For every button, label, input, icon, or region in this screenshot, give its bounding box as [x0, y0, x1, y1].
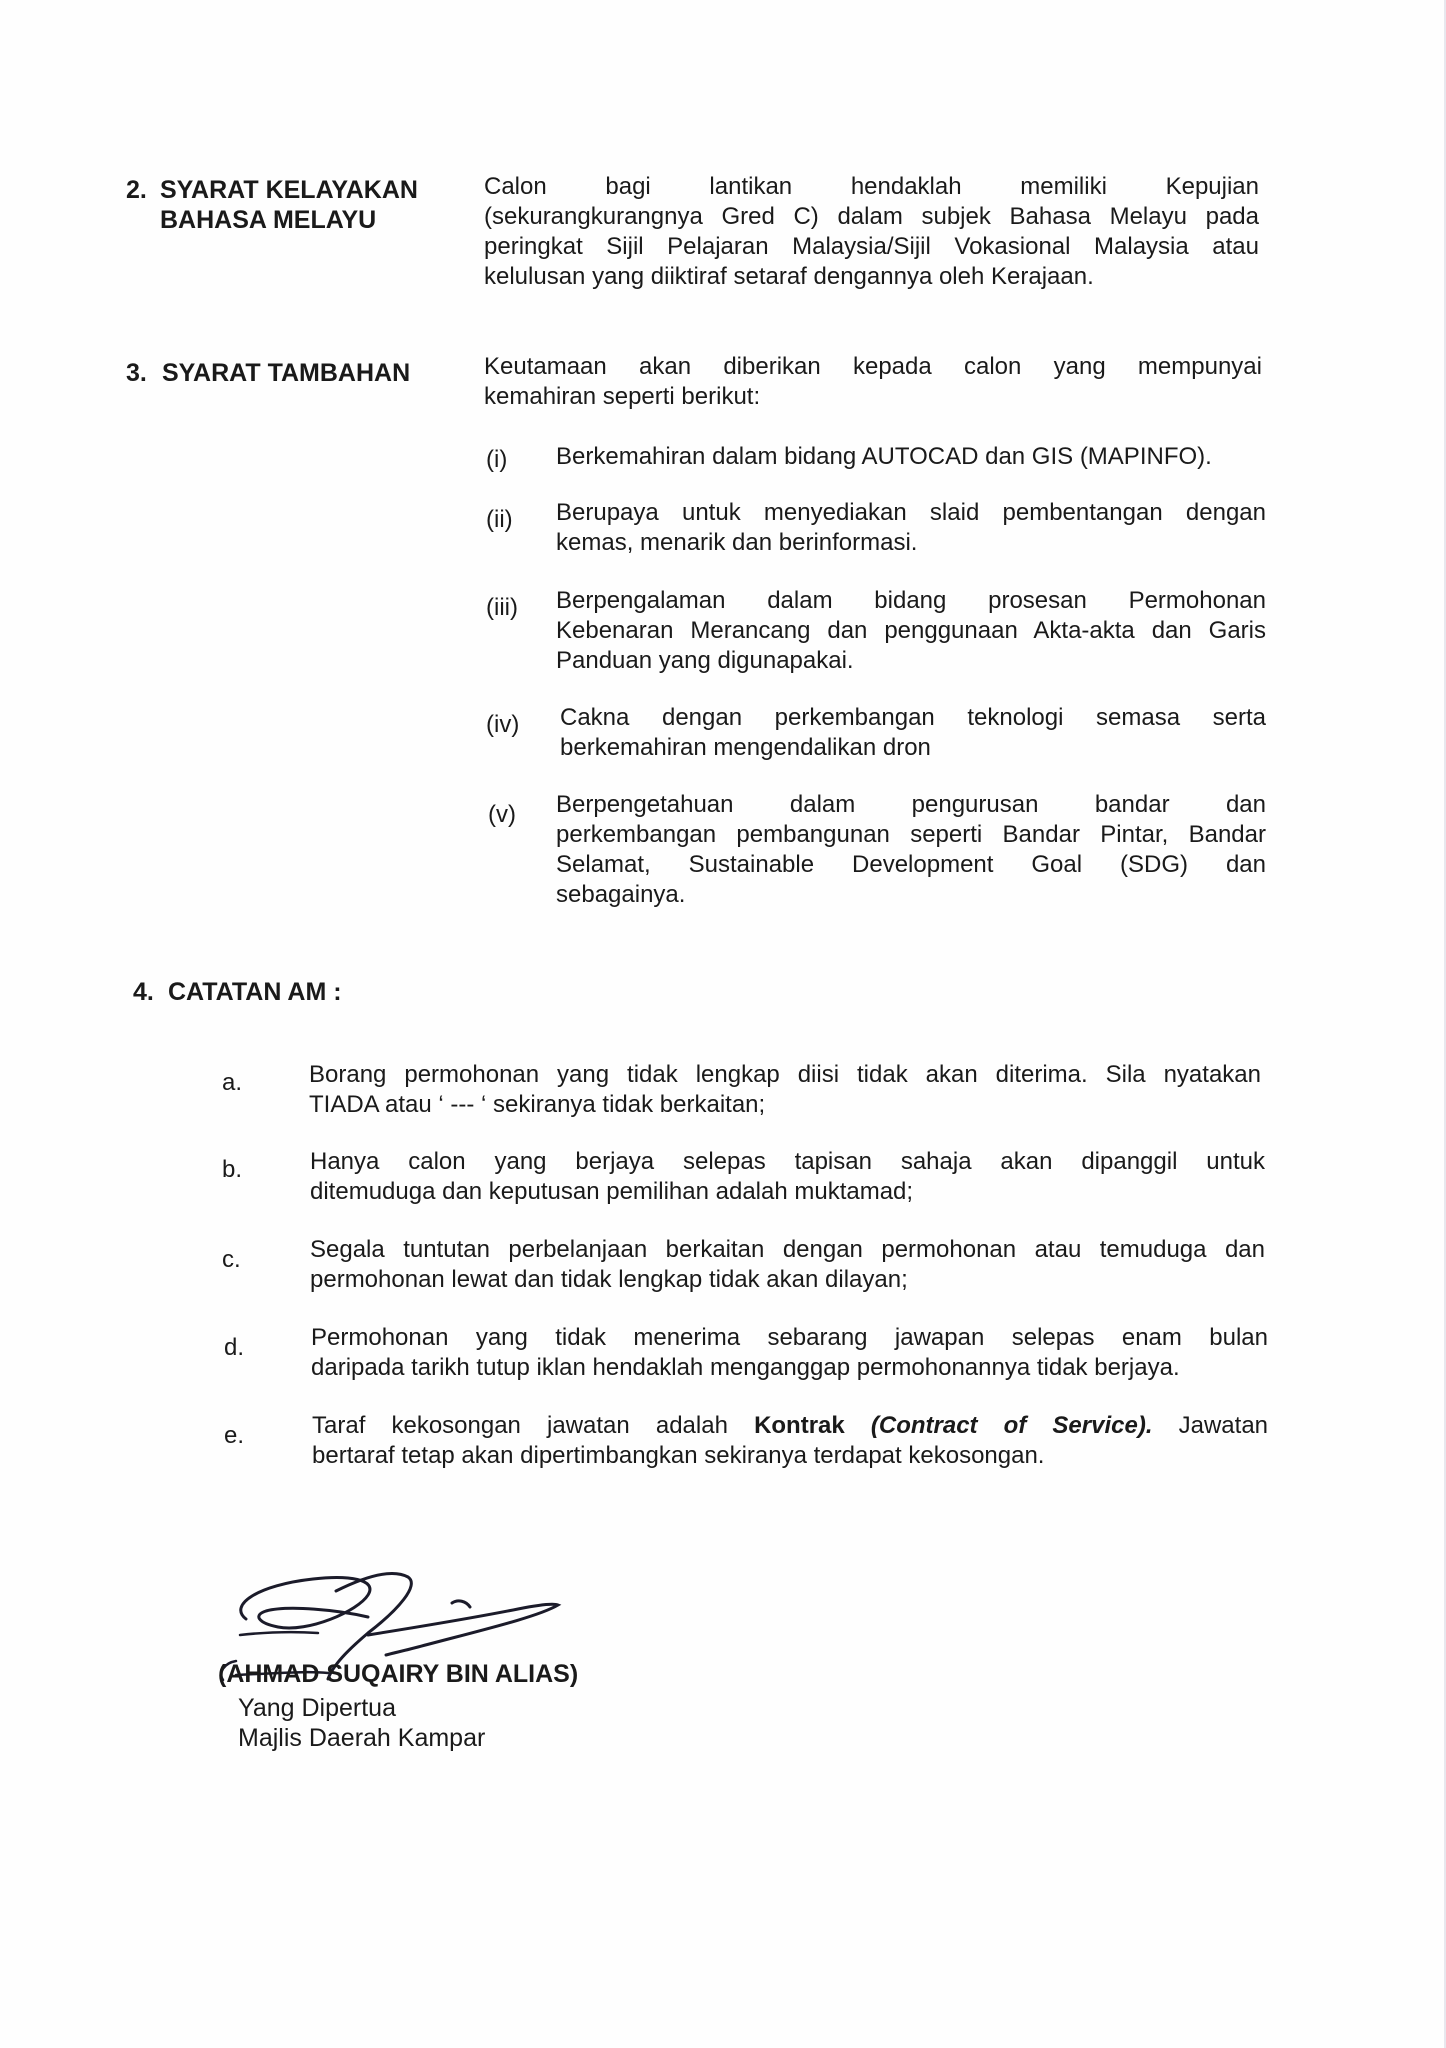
section2-line-1: Calon bagi lantikan hendaklah memiliki Kepujian: [484, 173, 1259, 200]
section3-item-iv-line-1: Cakna dengan perkembangan teknologi semasa serta: [560, 704, 1266, 731]
section3-item-iii-line-2: Kebenaran Merancang dan penggunaan Akta-akta dan Garis: [556, 617, 1266, 644]
section3-item-i-text: [556, 442, 1266, 472]
section3-item-ii-text: [556, 498, 1266, 558]
section4-item-c-line-1: Segala tuntutan perbelanjaan berkaitan dengan permohonan atau temuduga dan: [310, 1236, 1265, 1263]
section3-item-iv-text: [560, 703, 1266, 763]
section3-item-ii-line-2: kemas, menarik dan berinformasi.: [556, 529, 918, 556]
section4-item-d-text: [311, 1323, 1268, 1383]
section4-item-a-line-2: TIADA atau ‘ --- ‘ sekiranya tidak berkaitan;: [309, 1091, 766, 1118]
section4-item-e-contract-of-service: (Contract of Service).: [870, 1412, 1153, 1439]
section2-number: 2.: [126, 176, 147, 204]
section4-item-d-marker: d.: [224, 1334, 245, 1361]
section4-item-b-line-2: ditemuduga dan keputusan pemilihan adalah muktamad;: [310, 1178, 914, 1205]
section3-item-iii-line-3: Panduan yang digunapakai.: [556, 647, 854, 674]
section4-item-a-marker: a.: [222, 1069, 243, 1096]
section3-item-iii-text: [556, 586, 1266, 676]
section3-item-v-line-1: Berpengetahuan dalam pengurusan bandar dan: [556, 791, 1266, 818]
signatory-position: Yang Dipertua: [238, 1694, 396, 1722]
section2-title-line1: SYARAT KELAYAKAN: [160, 176, 418, 204]
section3-item-v-line-4: sebagainya.: [556, 881, 686, 908]
section4-item-e-marker: e.: [224, 1422, 245, 1449]
section4-item-c-marker: c.: [222, 1246, 241, 1273]
section4-item-d-line-1: Permohonan yang tidak menerima sebarang jawapan selepas enam bulan: [311, 1324, 1268, 1351]
section3-item-ii-marker: (ii): [486, 506, 513, 533]
section3-item-iv-line-2: berkemahiran mengendalikan dron: [560, 734, 931, 761]
section4-item-e-line-2: bertaraf tetap akan dipertimbangkan sekiranya terdapat kekosongan.: [312, 1442, 1045, 1469]
section4-item-e-contract: Kontrak: [754, 1412, 845, 1439]
section4-item-b-marker: b.: [222, 1156, 243, 1183]
section4-number: 4.: [133, 978, 154, 1006]
section3-number: 3.: [126, 359, 147, 387]
section3-item-iv-marker: (iv): [486, 711, 520, 738]
section4-item-e-after: Jawatan: [1152, 1412, 1269, 1439]
section4-item-e-text: [312, 1411, 1268, 1471]
section4-item-e-line-1: [312, 1411, 1268, 1441]
section2-line-3: peringkat Sijil Pelajaran Malaysia/Sijil Vokasional Malaysia atau: [484, 233, 1259, 260]
section3-item-i-marker: (i): [486, 446, 508, 473]
section4-item-d-line-2: daripada tarikh tutup iklan hendaklah menganggap permohonannya tidak berjaya.: [311, 1354, 1180, 1381]
section4-item-e-plain: Taraf kekosongan jawatan adalah: [312, 1412, 755, 1439]
section3-title: SYARAT TAMBAHAN: [162, 359, 411, 387]
section3-intro-line-2: kemahiran seperti berikut:: [484, 383, 761, 410]
section3-intro-line-1: Keutamaan akan diberikan kepada calon yang mempunyai: [484, 353, 1262, 380]
section4-item-c-line-2: permohonan lewat dan tidak lengkap tidak akan dilayan;: [310, 1266, 908, 1293]
section3-item-v-text: [556, 790, 1266, 910]
signatory-name: (AHMAD SUQAIRY BIN ALIAS): [218, 1660, 579, 1688]
signatory-organization: Majlis Daerah Kampar: [238, 1724, 486, 1752]
section2-line-2: (sekurangkurangnya Gred C) dalam subjek Bahasa Melayu pada: [484, 203, 1259, 230]
section4-item-b-text: [310, 1147, 1265, 1207]
section4-title: CATATAN AM :: [168, 978, 342, 1006]
section2-body: [484, 172, 1259, 292]
section4-item-b-line-1: Hanya calon yang berjaya selepas tapisan sahaja akan dipanggil untuk: [310, 1148, 1265, 1175]
section3-item-v-line-2: perkembangan pembangunan seperti Bandar Pintar, Bandar: [556, 821, 1266, 848]
section4-item-a-line-1: Borang permohonan yang tidak lengkap diisi tidak akan diterima. Sila nyatakan: [309, 1061, 1261, 1088]
section3-item-iii-marker: (iii): [486, 594, 518, 621]
section2-line-4: kelulusan yang diiktiraf setaraf dengannya oleh Kerajaan.: [484, 263, 1094, 290]
section3-item-iii-line-1: Berpengalaman dalam bidang prosesan Permohonan: [556, 587, 1266, 614]
section3-item-ii-line-1: Berupaya untuk menyediakan slaid pembentangan dengan: [556, 499, 1266, 526]
section3-intro: [484, 352, 1262, 412]
section4-item-a-text: [309, 1060, 1261, 1120]
section2-title-line2: BAHASA MELAYU: [160, 206, 377, 234]
section4-item-c-text: [310, 1235, 1265, 1295]
section3-item-v-line-3: Selamat, Sustainable Development Goal (SDG) dan: [556, 851, 1266, 878]
section3-item-v-marker: (v): [488, 801, 516, 828]
section3-item-i-line-1: Berkemahiran dalam bidang AUTOCAD dan GIS (MAPINFO).: [556, 443, 1212, 470]
